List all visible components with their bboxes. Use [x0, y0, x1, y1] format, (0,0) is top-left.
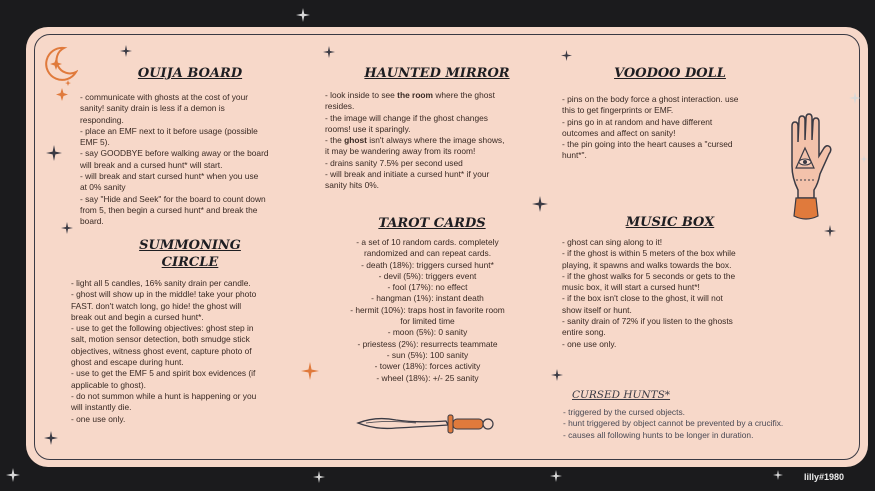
sparkle-icon [313, 471, 325, 483]
sparkle-icon [550, 470, 562, 482]
ouija-line: - communicate with ghosts at the cost of your [80, 92, 249, 102]
hand-eye-icon [784, 112, 834, 224]
cursed-body [563, 407, 833, 441]
ouija-line: at 0% sanity [80, 182, 126, 193]
star-icon [44, 431, 58, 445]
musicbox-body [562, 237, 787, 350]
cursed-line: - hunt triggered by object cannot be prevented by a crucifix. [563, 418, 784, 429]
summoning-line: - use to get the following objectives: ghost step in [71, 323, 254, 334]
ouija-line: will break and a cursed hunt* will start. [80, 159, 223, 170]
musicbox-line: entire song. [562, 327, 606, 338]
voodoo-line: this to get fingerprints or EMF. [562, 105, 674, 116]
tarot-line: - devil (5%): triggers event [378, 270, 477, 281]
summoning-line: FAST. don't watch long, go hide! the ghost will [71, 300, 242, 311]
star-icon [824, 225, 836, 237]
musicbox-title: MUSIC BOX [625, 215, 715, 230]
summoning-line: ghost and escape during hunt. [71, 357, 184, 368]
mirror-title: HAUNTED MIRROR [364, 66, 510, 81]
ouija-body [80, 92, 305, 228]
ouija-line: - place an EMF next to it before usage (possible [80, 125, 258, 136]
star-icon [120, 44, 132, 58]
ouija-line: board. [80, 216, 104, 227]
sparkle-icon [849, 92, 861, 104]
mirror-body [325, 90, 535, 192]
musicbox-line: - one use only. [562, 338, 617, 349]
summoning-line: - light all 5 candles, 16% sanity drain per candle. [71, 278, 251, 288]
tarot-line: randomized and can repeat cards. [363, 248, 492, 259]
mirror-line: - look inside to see the room where the ghost [325, 90, 495, 100]
tarot-line: - death (18%): triggers cursed hunt* [361, 259, 494, 270]
mirror-line: - drains sanity 7.5% per second used [325, 157, 463, 168]
ouija-line: - say "Hide and Seek" for the board to count down [80, 193, 266, 204]
moon-icon [42, 44, 78, 102]
cursed-line: - causes all following hunts to be longer in duration. [563, 429, 754, 440]
ouija-line: EMF 5). [80, 137, 110, 148]
tarot-line: - wheel (18%): +/- 25 sanity [376, 372, 479, 383]
musicbox-line: - if the ghost is within 5 meters of the box while [562, 248, 736, 259]
tarot-line: - fool (17%): no effect [387, 282, 468, 293]
tarot-body [320, 237, 535, 384]
tarot-line: - hermit (10%): traps host in favorite room [350, 304, 505, 315]
summoning-title [120, 237, 260, 271]
musicbox-line: - sanity drain of 72% if you listen to the ghosts [562, 316, 733, 327]
voodoo-line: - the pin going into the heart causes a "cursed [562, 139, 733, 150]
cursed-line: - triggered by the cursed objects. [563, 407, 685, 417]
voodoo-title: VOODOO DOLL [614, 66, 726, 81]
tarot-line: for limited time [400, 316, 455, 327]
musicbox-line: - if the box isn't close to the ghost, it will not [562, 293, 723, 304]
mirror-line: sanity hits 0%. [325, 180, 379, 191]
mirror-line: - the image will change if the ghost changes [325, 112, 488, 123]
voodoo-line: - pins go in at random and have different [562, 116, 713, 127]
voodoo-body [562, 94, 777, 162]
mirror-line: - will break and initiate a cursed hunt* if your [325, 169, 490, 180]
summoning-line: break out and begin a cursed hunt*. [71, 311, 204, 322]
mirror-line: resides. [325, 101, 355, 112]
star-icon [532, 196, 548, 212]
summoning-line: - do not summon while a hunt is happening or you [71, 390, 257, 401]
mirror-line: it may be wandering away from its room! [325, 146, 476, 157]
dagger-icon [356, 408, 496, 438]
musicbox-line: playing, it spawns and walks towards the box. [562, 259, 732, 270]
star-icon [561, 50, 572, 61]
summoning-line: - ghost will show up in the middle! take your photo [71, 289, 257, 300]
tarot-title: TAROT CARDS [378, 216, 486, 231]
tarot-line: - moon (5%): 0 sanity [387, 327, 468, 338]
star-icon [301, 362, 319, 380]
ouija-line: responding. [80, 114, 124, 125]
summoning-title-line2: CIRCLE [161, 255, 219, 270]
sparkle-icon [860, 155, 868, 163]
ouija-line: - say GOODBYE before walking away or the board [80, 148, 269, 159]
tarot-line: - sun (5%): 100 sanity [386, 349, 469, 360]
voodoo-line: hunt*". [562, 150, 587, 161]
summoning-line: will instantly die. [71, 402, 132, 413]
ouija-line: - will break and start cursed hunt* when you use [80, 171, 259, 182]
star-icon [323, 46, 335, 58]
credit-tag: lilly#1980 [804, 472, 845, 482]
voodoo-line: outcomes and affect on sanity! [562, 127, 676, 138]
musicbox-line: show itself or hunt. [562, 304, 632, 315]
summoning-line: applicable to ghost). [71, 379, 146, 390]
sparkle-icon [773, 470, 783, 480]
sparkle-icon [6, 468, 20, 482]
summoning-line: salt, motion sensor detection, both smudge stick [71, 334, 250, 345]
star-icon [61, 222, 73, 234]
voodoo-line: - pins on the body force a ghost interaction. use [562, 94, 739, 104]
tarot-line: - priestess (2%): resurrects teammate [357, 338, 498, 349]
mirror-line: rooms! use it sparingly. [325, 123, 411, 134]
musicbox-line: - ghost can sing along to it! [562, 237, 663, 247]
summoning-line: - use to get the EMF 5 and spirit box evidences (if [71, 368, 256, 379]
tarot-line: - hangman (1%): instant death [371, 293, 484, 304]
summoning-line: objectives, witness ghost event, capture photo of [71, 345, 252, 356]
summoning-line: - one use only. [71, 413, 126, 424]
musicbox-line: music box, it will start a cursed hunt*! [562, 282, 700, 293]
ouija-line: from 5, then begin a cursed hunt* and break the [80, 204, 258, 215]
tarot-line: - a set of 10 random cards. completely [356, 237, 499, 247]
tarot-line: - tower (18%): forces activity [374, 361, 481, 372]
star-icon [46, 145, 62, 161]
star-icon [551, 369, 563, 381]
summoning-title-line1: SUMMONING [139, 238, 241, 253]
cursed-title: CURSED HUNTS* [572, 389, 671, 401]
mirror-line: - the ghost isn't always where the image shows, [325, 135, 505, 146]
musicbox-line: - if the ghost walks for 5 seconds or gets to the [562, 270, 736, 281]
ouija-line: sanity! sanity drain is less if a demon is [80, 103, 225, 114]
ouija-title: OUIJA BOARD [137, 66, 243, 81]
sparkle-icon [296, 8, 310, 22]
summoning-body [71, 278, 301, 425]
